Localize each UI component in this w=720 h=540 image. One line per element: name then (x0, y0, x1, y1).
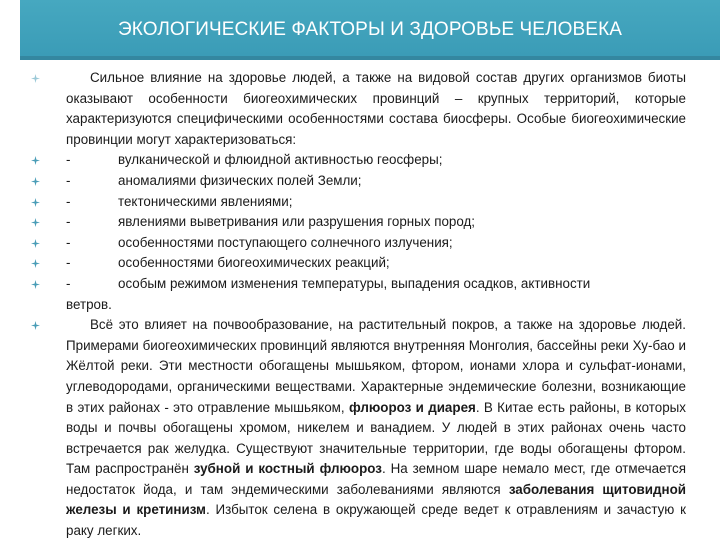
list-dash: - (66, 193, 71, 209)
intro-paragraph (66, 68, 686, 150)
list-dash: - (66, 275, 71, 291)
sparkle-bullet-icon (31, 218, 40, 227)
list-item (66, 171, 686, 192)
slide-content (66, 68, 686, 540)
list-dash: - (66, 234, 71, 250)
list-dash: - (66, 255, 71, 271)
intro-text: Сильное влияние на здоровье людей, а также на видовой состав других организмов биоты оказывают особенности биогеохимических провинций – крупных территорий, которые характеризуются специфическими особенностями состава биосферы. Особые биогеохимические провинции могут характеризоваться: (66, 70, 686, 147)
list-item-text: особым режимом изменения температуры, выпадения осадков, активности (118, 275, 591, 291)
sparkle-bullet-icon (31, 156, 40, 165)
list-item-tail: ветров. (66, 296, 112, 312)
list-item (66, 150, 686, 171)
sparkle-bullet-icon (31, 321, 40, 330)
highlight-diseases-3: заболевания щитовидной железы и кретинизм (66, 481, 686, 518)
list-item (66, 253, 686, 274)
slide-title: ЭКОЛОГИЧЕСКИЕ ФАКТОРЫ И ЗДОРОВЬЕ ЧЕЛОВЕКА (117, 19, 623, 40)
list-item-text: аномалиями физических полей Земли; (118, 172, 362, 188)
list-item-text: вулканической и флюидной активностью геосферы; (118, 152, 443, 168)
body-paragraph (66, 315, 686, 540)
list-item-text: особенностями биогеохимических реакций; (118, 255, 390, 271)
sparkle-bullet-icon (31, 198, 40, 207)
list-item-text: тектоническими явлениями; (118, 193, 293, 209)
body-text-part3: . На земном шаре немало мест, где отмечается недостаток йода, и там эндемическими заболеваниями являются (66, 461, 686, 497)
list-item (66, 212, 686, 233)
list-item-text: особенностями поступающего солнечного излучения; (118, 234, 453, 250)
sparkle-bullet-icon (31, 259, 40, 268)
sparkle-bullet-icon (31, 74, 40, 83)
list-dash: - (66, 214, 71, 230)
list-item (66, 233, 686, 254)
list-item (66, 192, 686, 213)
list-item-last (66, 274, 686, 315)
highlight-diseases-1: флюороз и диарея (348, 399, 476, 415)
highlight-diseases-2: зубной и костный флюороз (193, 461, 382, 477)
sparkle-bullet-icon (31, 280, 40, 289)
body-text-part2: . В Китае есть районы, в которых воды и почвы обогащены хромом, никелем и ванадием. У людей в этих районах очень часто встречается рак желудка. Существуют значительные территории, где воды обогащены фтором. Там распространён (66, 399, 687, 477)
list-item-text: явлениями выветривания или разрушения горных пород; (118, 214, 476, 230)
list-dash: - (66, 172, 71, 188)
sparkle-bullet-icon (31, 239, 40, 248)
list-dash: - (66, 152, 71, 168)
sparkle-bullet-icon (31, 177, 40, 186)
body-text-part4: . Избыток селена в окружающей среде ведет к отравлениям и зачастую к раку легких. (66, 502, 686, 539)
body-text-part1: Всё это влияет на почвообразование, на растительный покров, а также на здоровье людей. Примерами биогеохимических провинций являются внутренняя Монголия, бассейны реки Ху-бао и Жёлтой реки. Эти местности обогащены мышьяком, фтором, ионами хлора и сульфат-ионами, углеводородами, органическими веществами. Характерные эндемические болезни, возникающие в этих районах - это отравление мышьяком, (66, 317, 686, 415)
